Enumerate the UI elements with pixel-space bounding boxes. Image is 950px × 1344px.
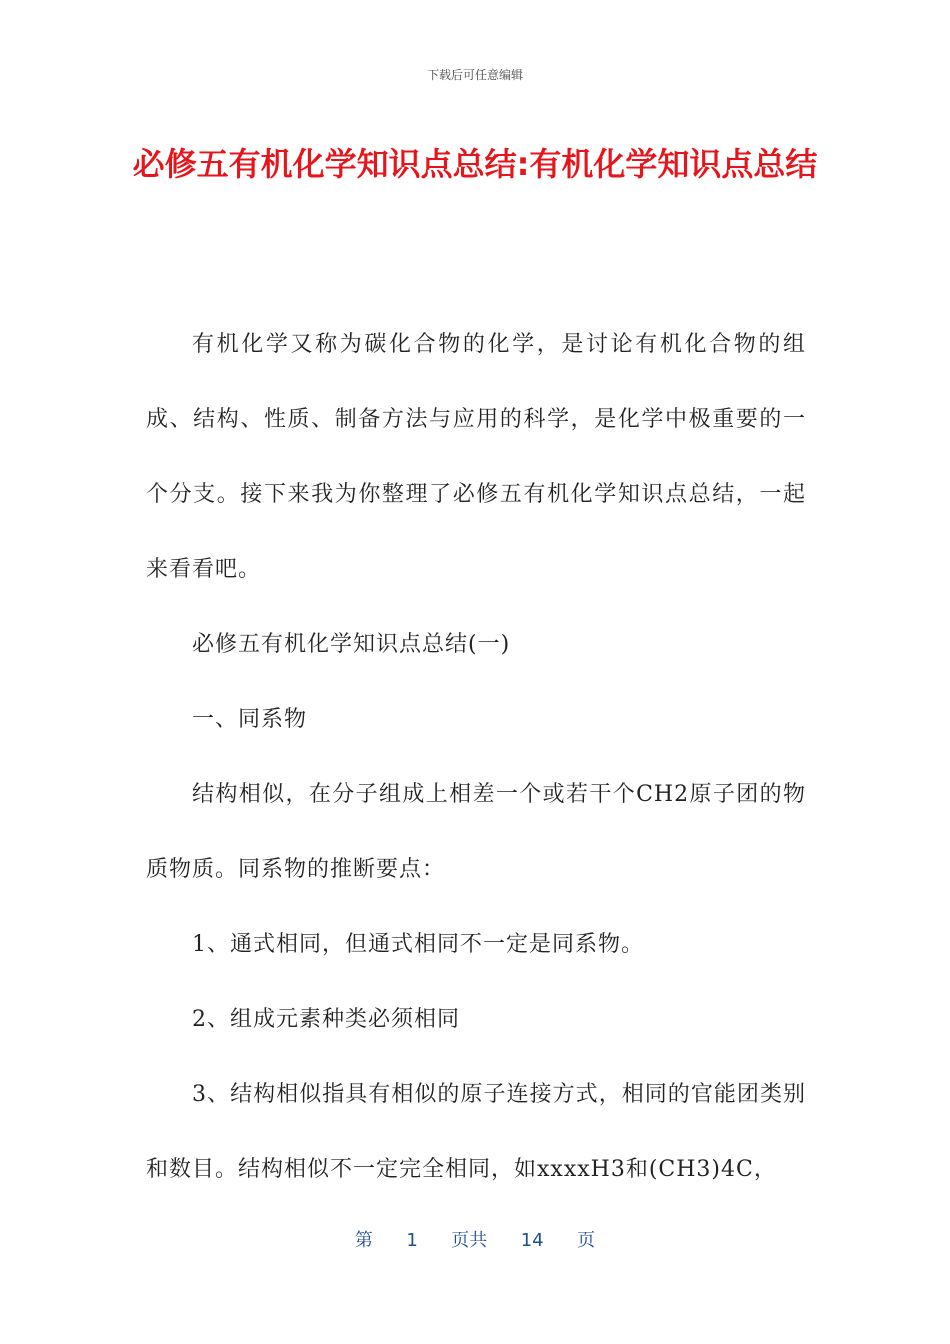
total-pages: 14 [520, 1230, 544, 1251]
subsection-heading: 一、同系物 [192, 707, 308, 732]
page-footer [0, 1226, 950, 1252]
section-heading: 必修五有机化学知识点总结(一) [192, 632, 511, 657]
list-item: 2、组成元素种类必须相同 [192, 1007, 460, 1032]
paragraph-definition: 结构相似，在分子组成上相差一个或若干个CH2原子团的物质物质。同系物的推断要点： [146, 782, 806, 882]
page-middle: 页共 [451, 1230, 488, 1251]
page-number: 1 [406, 1230, 418, 1251]
document-body [146, 307, 806, 1207]
page-suffix: 页 [577, 1230, 596, 1251]
list-item: 1、通式相同，但通式相同不一定是同系物。 [192, 932, 644, 957]
list-item: 3、结构相似指具有相似的原子连接方式，相同的官能团类别和数目。结构相似不一定完全相同，如xxxxH3和(CH3)4C， [146, 1082, 806, 1182]
document-title: 必修五有机化学知识点总结:有机化学知识点总结 [132, 145, 818, 183]
paragraph-intro: 有机化学又称为碳化合物的化学，是讨论有机化合物的组成、结构、性质、制备方法与应用的科学，是化学中极重要的一个分支。接下来我为你整理了必修五有机化学知识点总结，一起来看看吧。 [146, 332, 806, 582]
header-note: 下载后可任意编辑 [426, 68, 523, 82]
page-prefix: 第 [354, 1230, 373, 1251]
